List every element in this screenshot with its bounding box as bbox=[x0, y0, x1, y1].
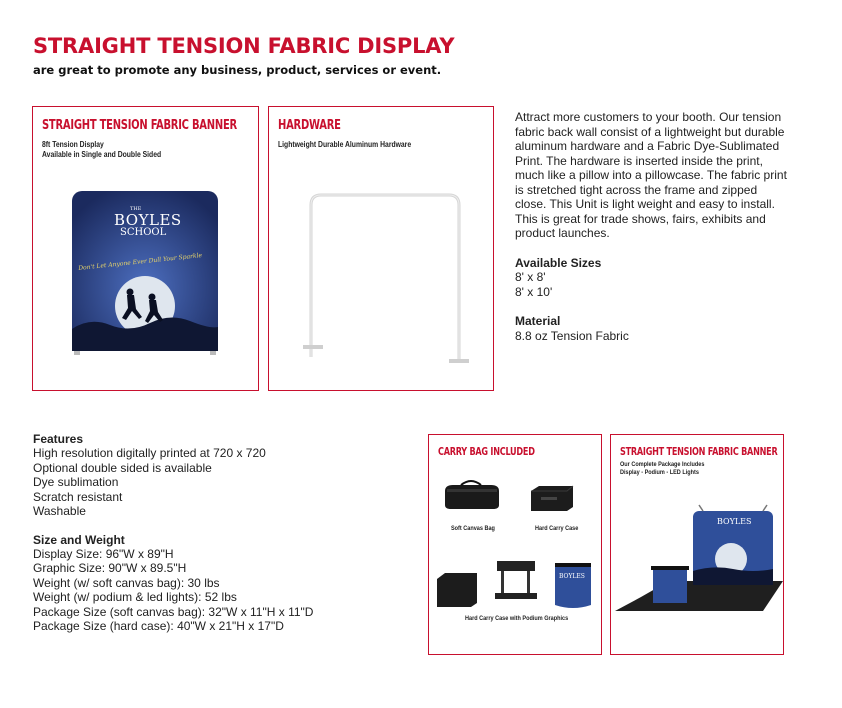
card-carry-title: CARRY BAG INCLUDED bbox=[438, 445, 535, 458]
package-brand: BOYLES bbox=[717, 517, 752, 526]
card-package bbox=[610, 434, 784, 655]
size-weight-label: Size and Weight bbox=[33, 532, 125, 547]
description-block bbox=[515, 110, 787, 343]
features-label: Features bbox=[33, 432, 84, 446]
banner-tagline: Don't Let Anyone Ever Dull Your Sparkle bbox=[78, 252, 203, 272]
size-weight-item: Weight (w/ podium & led lights): 52 lbs bbox=[33, 590, 237, 604]
sizes-label: Available Sizes bbox=[515, 255, 602, 270]
soft-bag-image bbox=[441, 479, 501, 513]
description-intro: Attract more customers to your booth. Our tension fabric back wall consist of a lightweight but durable aluminum hardware and a Fabric Dye-Sublimated Print. The hardware is inserted inside the print, much like a pillow into a pillowcase. The fabric print is stretched tight across the frame and zipped close. This Unit is light weight and easy to install. This is great for trade shows, fairs, exhibits and product launches. bbox=[515, 110, 787, 240]
feature-item: High resolution digitally printed at 720 x 720 bbox=[33, 446, 266, 460]
card-package-title: STRAIGHT TENSION FABRIC BANNER bbox=[620, 445, 778, 458]
hard-case-image bbox=[527, 483, 577, 513]
card-banner bbox=[32, 106, 259, 391]
card-hardware-line1: Lightweight Durable Aluminum Hardware bbox=[278, 140, 412, 149]
card-package-line1: Our Complete Package Includes bbox=[620, 461, 705, 468]
size-weight-item: Graphic Size: 90"W x 89.5"H bbox=[33, 561, 187, 575]
hard-case-caption: Hard Carry Case bbox=[535, 525, 579, 532]
material-label: Material bbox=[515, 314, 561, 328]
material-value: 8.8 oz Tension Fabric bbox=[515, 328, 629, 343]
card-banner-title: STRAIGHT TENSION FABRIC BANNER bbox=[42, 117, 237, 133]
size-item: 8' x 8' bbox=[515, 270, 546, 284]
card-carry-bag bbox=[428, 434, 602, 655]
page-subtitle: are great to promote any business, product, services or event. bbox=[33, 63, 442, 77]
page-title: STRAIGHT TENSION FABRIC DISPLAY bbox=[33, 34, 455, 58]
size-weight-item: Display Size: 96"W x 89"H bbox=[33, 546, 174, 561]
card-banner-line1: 8ft Tension Display bbox=[42, 140, 104, 149]
card-hardware-title: HARDWARE bbox=[278, 117, 341, 133]
features-block bbox=[33, 432, 393, 634]
banner-graphic bbox=[70, 189, 220, 359]
hard-case-podium-image bbox=[435, 559, 595, 611]
banner-school: SCHOOL bbox=[120, 227, 167, 238]
hard-case-podium-caption: Hard Carry Case with Podium Graphics bbox=[465, 615, 569, 622]
feature-item: Washable bbox=[33, 504, 86, 518]
size-weight-item: Package Size (hard case): 40"W x 21"H x 17"D bbox=[33, 619, 284, 633]
feature-item: Scratch resistant bbox=[33, 489, 123, 504]
hardware-frame-image bbox=[299, 187, 469, 367]
card-hardware bbox=[268, 106, 494, 391]
size-weight-item: Weight (w/ soft canvas bag): 30 lbs bbox=[33, 575, 220, 590]
banner-the: THE bbox=[130, 206, 142, 212]
feature-item: Optional double sided is available bbox=[33, 460, 212, 475]
card-banner-line2: Available in Single and Double Sided bbox=[42, 150, 162, 159]
size-weight-item: Package Size (soft canvas bag): 32"W x 11"H x 11"D bbox=[33, 604, 314, 619]
banner-name: BOYLES bbox=[114, 211, 182, 229]
package-image bbox=[613, 497, 783, 617]
podium-brand: BOYLES bbox=[559, 573, 585, 580]
soft-bag-caption: Soft Canvas Bag bbox=[451, 525, 495, 532]
feature-item: Dye sublimation bbox=[33, 475, 119, 489]
size-item: 8' x 10' bbox=[515, 284, 553, 299]
card-package-line2: Display - Podium - LED Lights bbox=[620, 469, 699, 476]
